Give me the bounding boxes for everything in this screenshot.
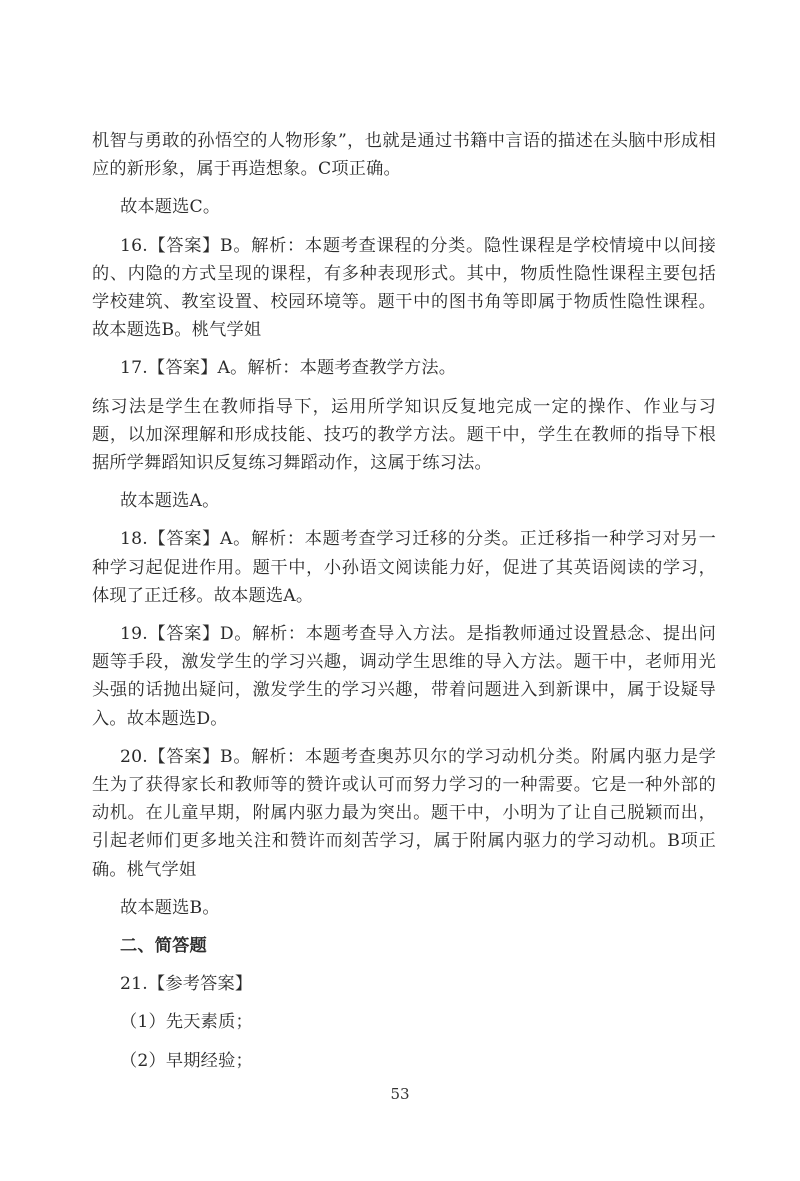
paragraph-explanation-17: 练习法是学生在教师指导下，运用所学知识反复地完成一定的操作、作业与习题，以加深理解和形成技能、技巧的教学方法。题干中，学生在教师的指导下根据所学舞蹈知识反复练习舞蹈动作，这属于练习法。 [92,396,716,474]
list-item-1: （1）先天素质； [120,1012,253,1033]
page-content [92,127,716,1085]
paragraph-answer-21: 21.【参考答案】 [120,974,253,995]
list-item-2: （2）早期经验； [120,1050,253,1071]
section-heading: 二、简答题 [120,936,207,957]
paragraph-answer-19: 19.【答案】D。解析：本题考查导入方法。是指教师通过设置悬念、提出问题等手段，激发学生的学习兴趣，调动学生思维的导入方法。题干中，老师用光头强的话抛出疑问，激发学生的学习兴趣，带着问题进入到新课中，属于设疑导入。故本题选D。 [92,624,716,729]
paragraph-conclusion-15: 故本题选C。 [120,197,221,218]
paragraph-conclusion-20: 故本题选B。 [120,897,220,918]
page-number: 53 [390,1085,410,1103]
paragraph-continuation: 机智与勇敢的孙悟空的人物形象”，也就是通过书籍中言语的描述在头脑中形成相应的新形象，属于再造想象。C项正确。 [92,131,716,180]
paragraph-conclusion-17: 故本题选A。 [120,491,220,512]
paragraph-answer-18: 18.【答案】A。解析：本题考查学习迁移的分类。正迁移指一种学习对另一种学习起促进作用。题干中，小孙语文阅读能力好，促进了其英语阅读的学习，体现了正迁移。故本题选A。 [92,529,716,606]
paragraph-answer-20: 20.【答案】B。解析：本题考查奥苏贝尔的学习动机分类。附属内驱力是学生为了获得家长和教师等的赞许或认可而努力学习的一种需要。它是一种外部的动机。在儿童早期，附属内驱力最为突出。题干中，小明为了让自己脱颖而出，引起老师们更多地关注和赞许而刻苦学习，属于附属内驱力的学习动机。B项正确。桃气学姐 [92,746,716,880]
paragraph-answer-17: 17.【答案】A。解析：本题考查教学方法。 [120,358,457,379]
paragraph-answer-16: 16.【答案】B。解析：本题考查课程的分类。隐性课程是学校情境中以间接的、内隐的方式呈现的课程，有多种表现形式。其中，物质性隐性课程主要包括学校建筑、教室设置、校园环境等。题干中的图书角等即属于物质性隐性课程。故本题选B。桃气学姐 [92,235,716,341]
